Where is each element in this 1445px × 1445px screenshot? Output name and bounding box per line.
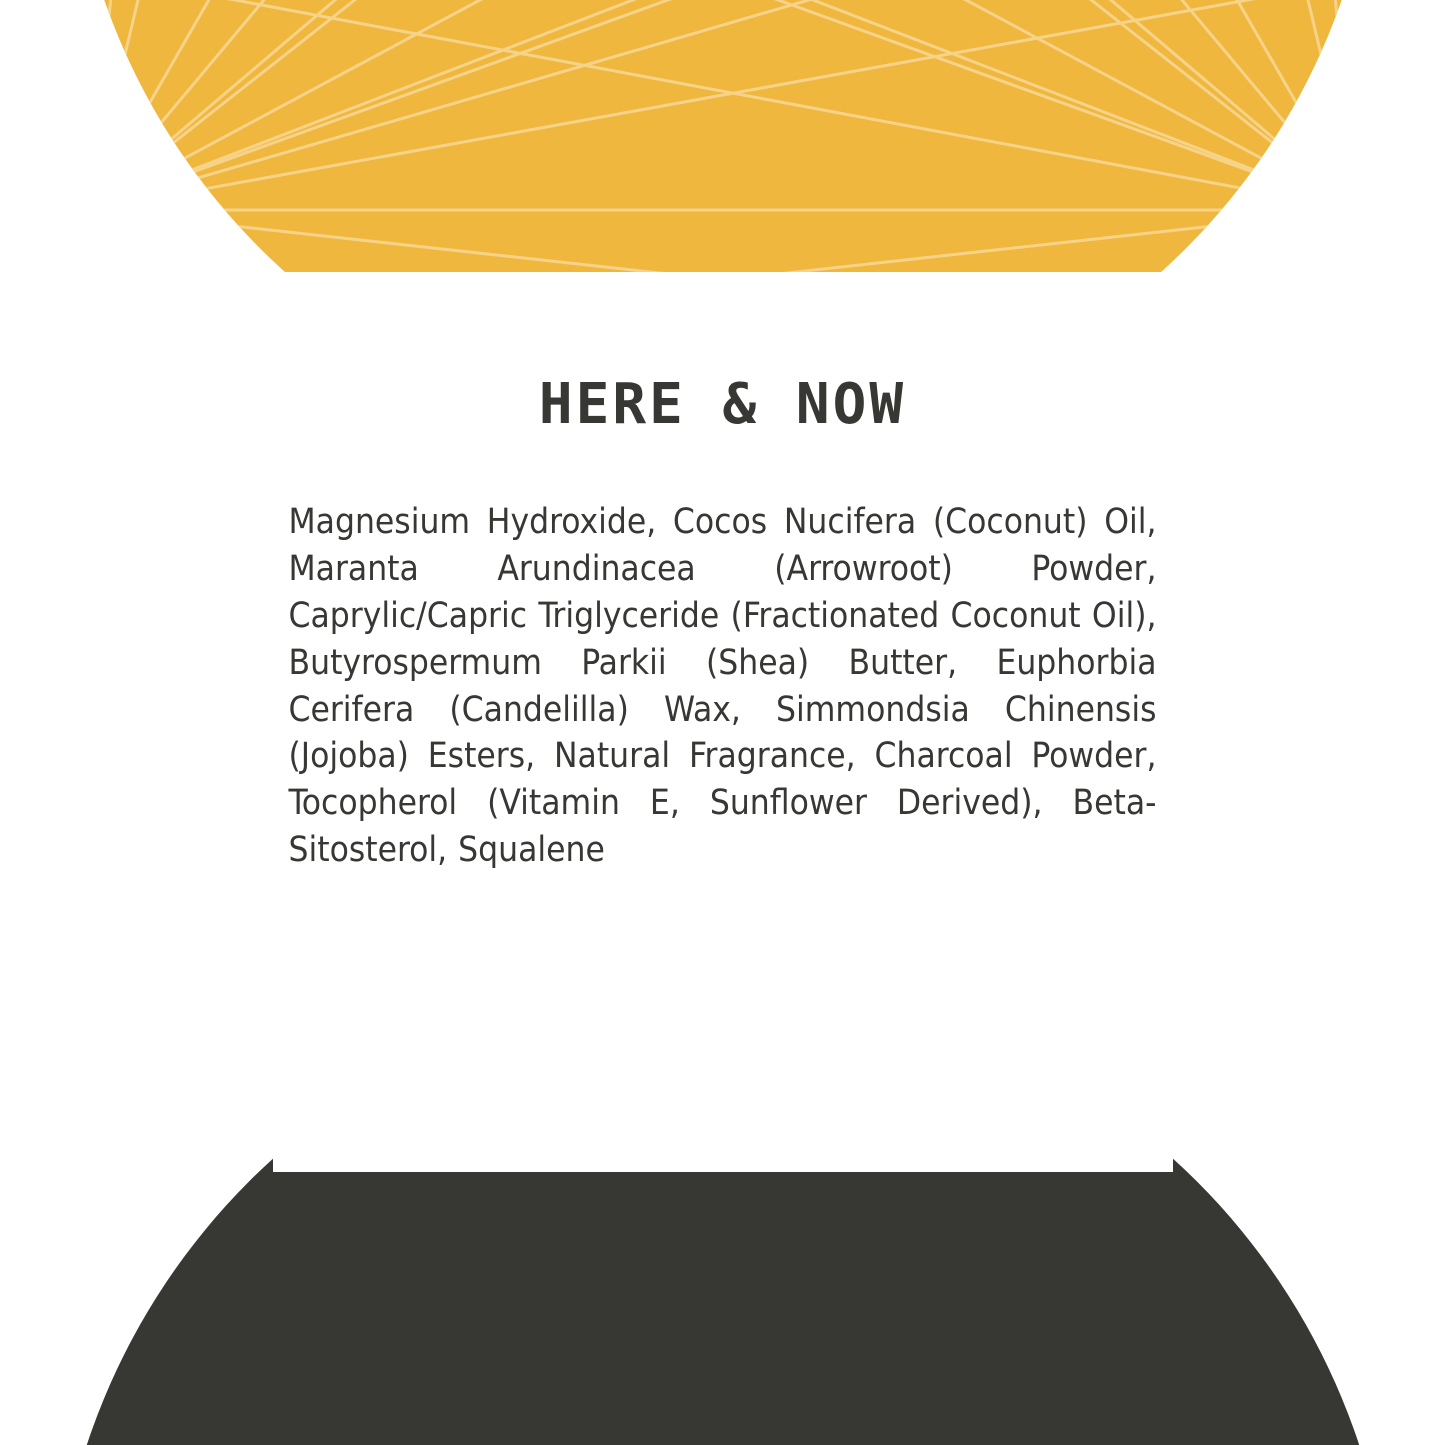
label-text-panel: [273, 272, 1173, 1172]
page-title: HERE & NOW: [538, 372, 907, 437]
ingredients-list: Magnesium Hydroxide, Cocos Nucifera (Coconut) Oil, Maranta Arundinacea (Arrowroot) Powder, Caprylic/Capric Triglyceride (Fractionated Coconut Oil), Butyrospermum Parkii (Shea) Butter, Euphorbia Cerifera (Candelilla) Wax, Simmondsia Chinensis (Jojoba) Esters, Natural Fragrance, Charcoal Powder, Tocopherol (Vitamin E, Sunflower Derived), Beta-Sitosterol, Squalene: [288, 502, 1157, 871]
